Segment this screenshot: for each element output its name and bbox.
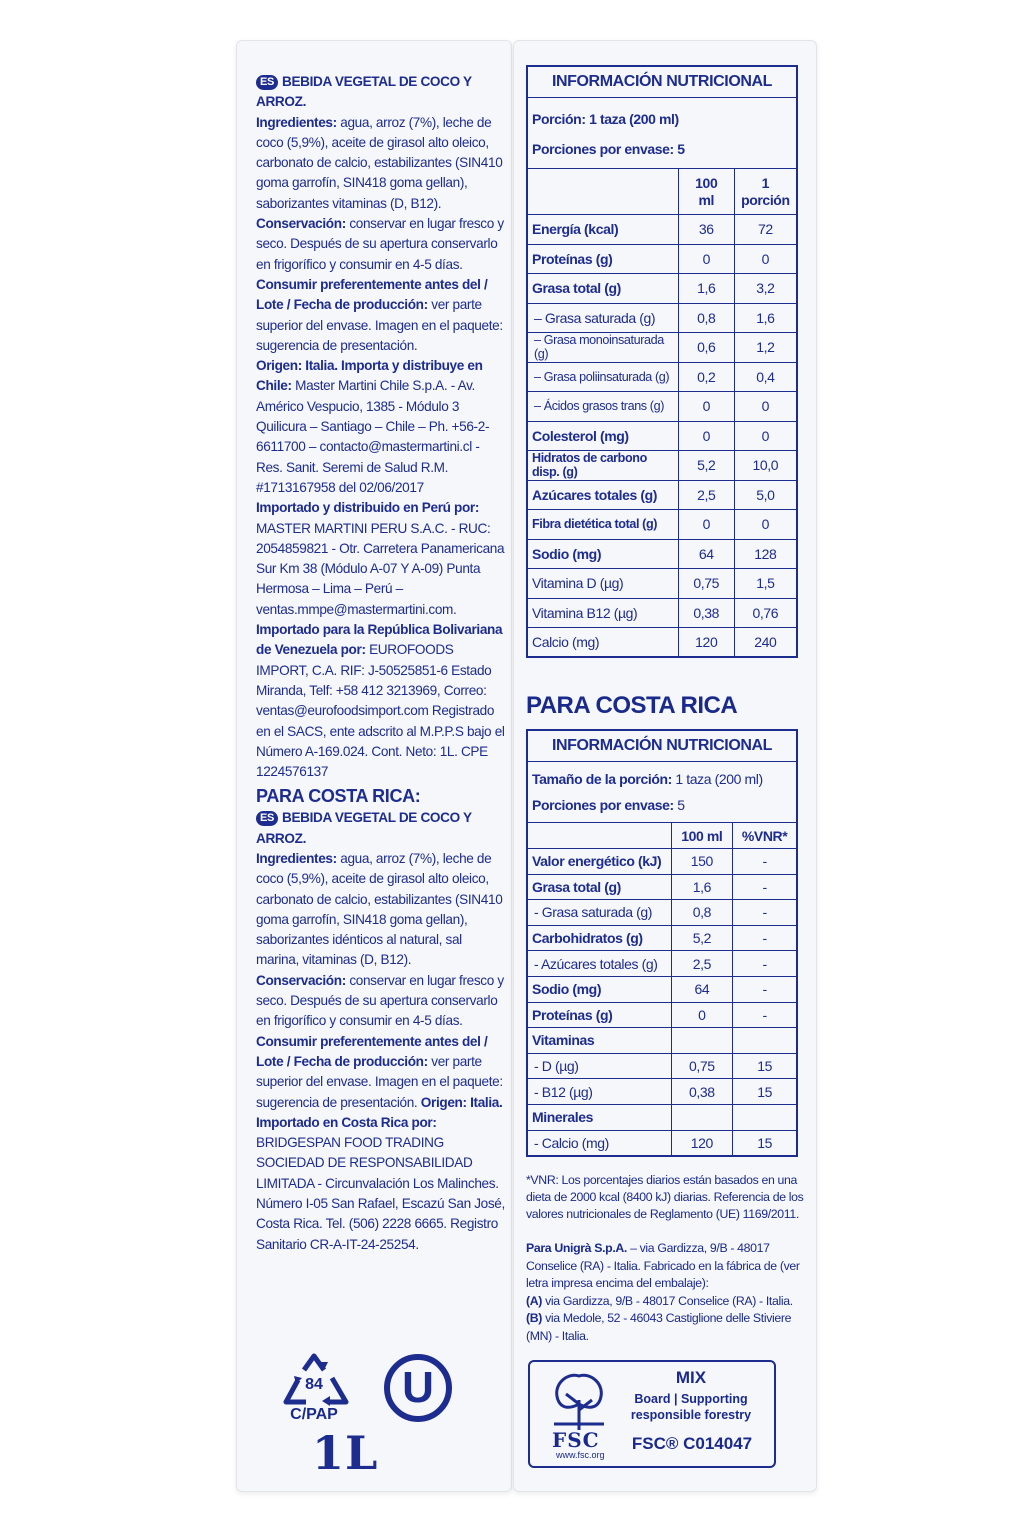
value-100ml: 0,6	[678, 333, 734, 363]
nutrition1-row	[527, 274, 797, 304]
value-100ml: 0	[678, 244, 734, 274]
ingredients-text-1: agua, arroz (7%), leche de coco (5,9%), aceite de girasol alto oleico, carbonato de calcio, estabilizantes (SIN410 goma garrofín, SIN418 goma gellan), saborizantes vitaminas (D, B12).	[256, 114, 503, 211]
col-header-vnr: %VNR*	[733, 823, 797, 849]
nutrient-label: Valor energético (kJ)	[527, 849, 671, 875]
value-100ml: 5,2	[671, 925, 733, 951]
value-2: 10,0	[734, 451, 797, 481]
value-100ml: 0,75	[678, 569, 734, 599]
nutrition1-row	[527, 539, 797, 569]
cr-import-label: Importado en Costa Rica por:	[256, 1114, 437, 1130]
nutrition1-row	[527, 598, 797, 628]
nutrient-label: Minerales	[527, 1104, 671, 1130]
fsc-certification-box	[528, 1360, 776, 1468]
fsc-site: www.fsc.org	[556, 1450, 605, 1460]
nutrition-title-1: INFORMACIÓN NUTRICIONAL	[527, 66, 797, 98]
nutrition-table-costa-rica	[526, 729, 798, 1157]
nutrition2-row	[527, 1002, 797, 1028]
best-before-label-2: Consumir preferentemente antes del / Lote / Fecha de producción:	[256, 1033, 488, 1069]
value-2: 240	[734, 628, 797, 658]
value-2: 15	[733, 1053, 797, 1079]
nutrient-label: Sodio (mg)	[527, 976, 671, 1002]
recycle-number: 84	[305, 1376, 323, 1393]
nutrient-label: Energía (kcal)	[527, 215, 678, 245]
value-100ml	[671, 1028, 733, 1054]
nutrient-label: Fibra dietética total (g)	[527, 510, 678, 540]
factory-a-label: (A)	[526, 1293, 543, 1308]
nutrition1-row	[527, 392, 797, 422]
company-text: – via Gardizza, 9/B - 48017 Conselice (RA) - Italia. Fabricado en la fábrica de (ver letra impresa encima del embalaje):	[526, 1241, 800, 1290]
conservation-label-2: Conservación:	[256, 972, 346, 988]
nutrition1-row	[527, 421, 797, 451]
value-2: 72	[734, 215, 797, 245]
value-100ml: 150	[671, 849, 733, 875]
conservation-label-1: Conservación:	[256, 216, 346, 232]
value-2: 128	[734, 539, 797, 569]
value-100ml: 1,6	[671, 874, 733, 900]
nutrient-label: – Grasa poliinsaturada (g)	[527, 362, 678, 392]
nutrition2-row	[527, 976, 797, 1002]
nutrient-label: - Grasa saturada (g)	[527, 900, 671, 926]
recycle-code: C/PAP	[290, 1406, 338, 1423]
value-100ml	[671, 1104, 733, 1130]
portion-size-1: Porción: 1 taza (200 ml)	[527, 98, 797, 135]
nutrient-label: Azúcares totales (g)	[527, 480, 678, 510]
fsc-line-1: Board | Supporting	[634, 1392, 748, 1406]
value-2: 0,4	[734, 362, 797, 392]
value-100ml: 64	[671, 976, 733, 1002]
value-2: -	[733, 925, 797, 951]
costa-rica-title: PARA COSTA RICA	[526, 692, 738, 719]
value-2: -	[733, 1002, 797, 1028]
col-header-100ml-2: 100 ml	[671, 823, 733, 849]
value-2: -	[733, 874, 797, 900]
nutrient-label: - Calcio (mg)	[527, 1130, 671, 1156]
value-2: 0,76	[734, 598, 797, 628]
blank-header-cell-2	[527, 823, 671, 849]
value-100ml: 0	[671, 1002, 733, 1028]
product-block-1	[256, 72, 506, 782]
value-100ml: 0	[678, 510, 734, 540]
nutrition2-row	[527, 1104, 797, 1130]
costa-rica-heading: PARA COSTA RICA:	[256, 786, 421, 807]
portions-per-pack-2: Porciones por envase: 5	[527, 792, 797, 823]
factory-a-text: via Gardizza, 9/B - 48017 Conselice (RA) - Italia.	[542, 1293, 793, 1308]
nutrient-label: – Grasa saturada (g)	[527, 303, 678, 333]
nutrition1-row	[527, 480, 797, 510]
value-2: -	[733, 951, 797, 977]
value-2: -	[733, 849, 797, 875]
product-name-1: BEBIDA VEGETAL DE COCO Y ARROZ.	[256, 74, 472, 110]
value-2: -	[733, 900, 797, 926]
value-100ml: 0	[678, 392, 734, 422]
manufacturer-info	[526, 1240, 806, 1345]
origin-label: Origen: Italia. Importa y distribuye en Chile:	[256, 358, 483, 394]
value-100ml: 120	[678, 628, 734, 658]
factory-b-label: (B)	[526, 1311, 543, 1325]
nutrition2-row	[527, 925, 797, 951]
value-2: 15	[733, 1079, 797, 1105]
cr-import-text: BRIDGESPAN FOOD TRADING SOCIEDAD DE RESPONSABILIDAD LIMITADA - Circunvalación Los Malinches. Número I-05 San Rafael, Escazú San José, Costa Rica. Tel. (506) 2228 6665. Registro Sanitario CR-A-IT-24-25254.	[256, 1135, 505, 1252]
venezuela-label: Importado para la República Bolivariana de Venezuela por:	[256, 622, 503, 658]
value-100ml: 36	[678, 215, 734, 245]
value-100ml: 5,2	[678, 451, 734, 481]
portion-size-2: Tamaño de la porción: 1 taza (200 ml)	[527, 762, 797, 793]
nutrition2-row	[527, 1079, 797, 1105]
nutrition-rows-1	[527, 215, 797, 658]
best-before-text-1: ver parte superior del envase. Imagen en el paquete: sugerencia de presentación.	[256, 297, 503, 353]
nutrition1-row	[527, 510, 797, 540]
value-2: 1,6	[734, 303, 797, 333]
col-header-portion: 1 porción	[734, 169, 797, 215]
company-label: Para Unigrà S.p.A.	[526, 1241, 627, 1255]
nutrition2-row	[527, 1028, 797, 1054]
nutrition1-row	[527, 303, 797, 333]
nutrition2-row	[527, 849, 797, 875]
fsc-tree-icon	[546, 1370, 612, 1434]
kosher-u-icon	[384, 1354, 452, 1422]
value-2	[733, 1104, 797, 1130]
fsc-line-2: responsible forestry	[630, 1408, 752, 1422]
value-100ml: 2,5	[678, 480, 734, 510]
nutrition-title-2: INFORMACIÓN NUTRICIONAL	[527, 730, 797, 762]
nutrition2-row	[527, 900, 797, 926]
ingredients-label-1: Ingredientes:	[256, 114, 337, 130]
nutrient-label: – Grasa monoinsaturada (g)	[527, 333, 678, 363]
nutrient-label: Proteínas (g)	[527, 1002, 671, 1028]
nutrition1-row	[527, 215, 797, 245]
value-100ml: 0,8	[671, 900, 733, 926]
nutrient-label: Vitaminas	[527, 1028, 671, 1054]
value-2: 0	[734, 510, 797, 540]
nutrient-label: Vitamina D (µg)	[527, 569, 678, 599]
nutrient-label: Vitamina B12 (µg)	[527, 598, 678, 628]
nutrient-label: – Ácidos grasos trans (g)	[527, 392, 678, 422]
peru-label: Importado y distribuido en Perú por:	[256, 500, 480, 516]
value-2: 3,2	[734, 274, 797, 304]
product-name-2: BEBIDA VEGETAL DE COCO Y ARROZ.	[256, 810, 472, 846]
nutrition-table-chile	[526, 65, 798, 658]
value-100ml: 0,38	[671, 1079, 733, 1105]
product-block-2	[256, 808, 506, 1255]
best-before-label-1: Consumir preferentemente antes del / Lote / Fecha de producción:	[256, 276, 488, 313]
nutrient-label: Grasa total (g)	[527, 274, 678, 304]
nutrient-label: - B12 (µg)	[527, 1079, 671, 1105]
value-2: 0	[734, 392, 797, 422]
best-before-text-2: ver parte superior del envase. Imagen en el paquete: sugerencia de presentación.	[256, 1053, 503, 1110]
nutrient-label: Proteínas (g)	[527, 244, 678, 274]
value-2: 1,5	[734, 569, 797, 599]
value-100ml: 64	[678, 539, 734, 569]
nutrient-label: Grasa total (g)	[527, 874, 671, 900]
nutrition2-row	[527, 1130, 797, 1156]
nutrition2-row	[527, 951, 797, 977]
value-100ml: 0,8	[678, 303, 734, 333]
ingredients-text-2: agua, arroz (7%), leche de coco (5,9%), aceite de girasol alto oleico, carbonato de calcio, estabilizantes (SIN410 goma garrofín, SIN418 goma gellan), saborizantes idénticos al natural, sal marina, vitaminas (D, B12).	[256, 850, 503, 968]
conservation-text-2: conservar en lugar fresco y seco. Después de su apertura conservarlo en frigorífico y consumir en 4-5 días.	[256, 972, 504, 1029]
nutrition2-row	[527, 874, 797, 900]
ingredients-label-2: Ingredientes:	[256, 850, 337, 866]
value-100ml: 0	[678, 421, 734, 451]
factory-b-text: via Medole, 52 - 46043 Castiglione delle Stiviere (MN) - Italia.	[526, 1311, 792, 1343]
kosher-letter: U	[402, 1363, 434, 1412]
nutrient-label: Hidratos de carbono disp. (g)	[527, 451, 678, 481]
peru-importer-text: MASTER MARTINI PERU S.A.C. - RUC: 2054859821 - Otr. Carretera Panamericana Sur Km 38 (Módulo A-07 Y A-09) Punta Hermosa – Lima – Perú – ventas.mmpe@mastermartini.com.	[256, 520, 505, 617]
value-100ml: 0,75	[671, 1053, 733, 1079]
value-2: 0	[734, 421, 797, 451]
value-2	[733, 1028, 797, 1054]
value-2: 15	[733, 1130, 797, 1156]
value-2: -	[733, 976, 797, 1002]
value-100ml: 1,6	[678, 274, 734, 304]
value-100ml: 120	[671, 1130, 733, 1156]
col-header-100ml: 100 ml	[678, 169, 734, 215]
nutrient-label: Sodio (mg)	[527, 539, 678, 569]
vnr-footnote: *VNR: Los porcentajes diarios están basados en una dieta de 2000 kcal (8400 kJ) diarias. Referencia de los valores nutricionales de Reglamento (UE) 1169/2011.	[526, 1173, 804, 1221]
es-badge-2: ES	[256, 811, 278, 826]
value-100ml: 2,5	[671, 951, 733, 977]
portions-per-pack-1: Porciones por envase: 5	[527, 134, 797, 169]
recycle-icon	[276, 1352, 356, 1427]
nutrition1-row	[527, 244, 797, 274]
nutrient-label: - Azúcares totales (g)	[527, 951, 671, 977]
venezuela-importer-text: EUROFOODS IMPORT, C.A. RIF: J-50525851-6 Estado Miranda, Telf: +58 412 3213969, Correo: ventas@eurofoodsimport.com Registrado en el SACS, ente adscrito al M.P.P.S bajo el Número A-169.024. Cont. Neto: 1L. CPE 1224576137	[256, 642, 505, 780]
nutrition1-row	[527, 569, 797, 599]
nutrition1-row	[527, 628, 797, 658]
nutrient-label: Colesterol (mg)	[527, 421, 678, 451]
es-badge: ES	[256, 75, 278, 90]
value-100ml: 0,38	[678, 598, 734, 628]
origin-label-2: Origen: Italia.	[420, 1094, 503, 1110]
blank-header-cell	[527, 169, 678, 215]
value-2: 1,2	[734, 333, 797, 363]
value-2: 5,0	[734, 480, 797, 510]
value-100ml: 0,2	[678, 362, 734, 392]
nutrient-label: - D (µg)	[527, 1053, 671, 1079]
value-2: 0	[734, 244, 797, 274]
conservation-text-1: conservar en lugar fresco y seco. Después de su apertura conservarlo en frigorífico y consumir en 4-5 días.	[256, 216, 504, 272]
chile-importer-text: Master Martini Chile S.p.A. - Av. Américo Vespucio, 1385 - Módulo 3 Quilicura – Santiago – Chile – Ph. +56-2-6611700 – contacto@mastermartini.cl - Res. Sanit. Seremi de Salud R.M. #1713167958 del 02/06/2017	[256, 378, 490, 495]
nutrition1-row	[527, 333, 797, 363]
nutrient-label: Calcio (mg)	[527, 628, 678, 658]
fsc-mix: MIX	[675, 1368, 707, 1387]
nutrition1-row	[527, 362, 797, 392]
fsc-brand: FSC	[552, 1428, 600, 1452]
nutrition2-row	[527, 1053, 797, 1079]
nutrition1-row	[527, 451, 797, 481]
label-text-column	[256, 72, 506, 1255]
nutrition-rows-2	[527, 849, 797, 1156]
nutrient-label: Carbohidratos (g)	[527, 925, 671, 951]
volume-mark: 1L	[312, 1426, 379, 1480]
fsc-license: FSC® C014047	[631, 1434, 753, 1453]
